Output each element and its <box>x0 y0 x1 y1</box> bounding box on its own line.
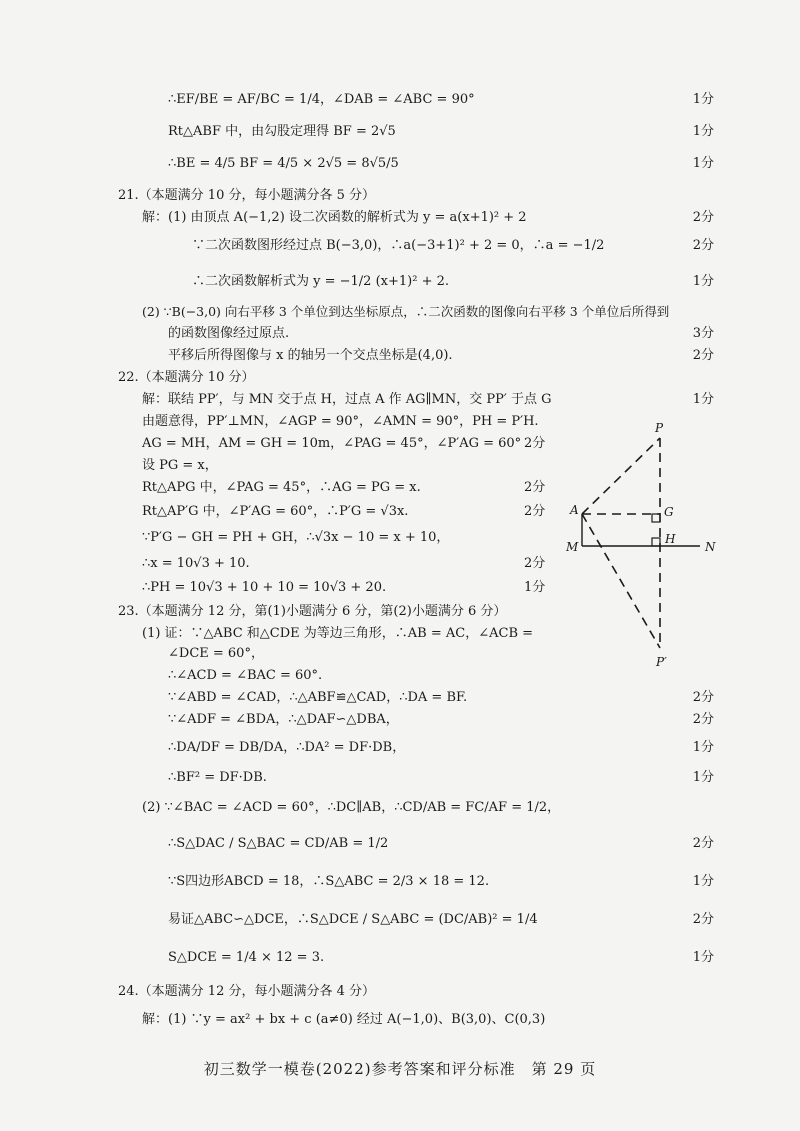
right-angle-g <box>652 514 660 522</box>
score-31: 2分 <box>692 912 714 927</box>
line-13: AG = MH，AM = GH = 10m，∠PAG = 45°，∠P′AG = 60° <box>142 436 522 451</box>
line-19: ∴PH = 10√3 + 10 + 10 = 10√3 + 20. <box>142 580 387 595</box>
line-21: (1) 证：∵△ABC 和△CDE 为等边三角形，∴AB = AC，∠ACB = <box>142 626 534 641</box>
score-15: 2分 <box>524 480 546 495</box>
segment-ap2 <box>582 514 660 648</box>
line-28: (2) ∵∠BAC = ∠ACD = 60°，∴DC∥AB，∴CD/AB = FC/AF = 1/2， <box>142 800 561 815</box>
line-3: 21.（本题满分 10 分，每小题满分各 5 分） <box>118 188 376 203</box>
line-22: ∠DCE = 60°， <box>168 646 264 661</box>
line-9: 平移后所得图像与 x 的轴另一个交点坐标是(4,0). <box>168 348 453 363</box>
line-2: ∴BE = 4/5 BF = 4/5 × 2√5 = 8√5/5 <box>168 156 399 171</box>
label-p: P <box>655 421 664 435</box>
line-14: 设 PG = x， <box>142 458 218 473</box>
score-25: 2分 <box>692 712 714 727</box>
line-5: ∵二次函数图形经过点 B(−3,0)，∴a(−3+1)² + 2 = 0，∴a = −1/2 <box>192 238 605 253</box>
score-30: 1分 <box>692 874 714 889</box>
page-footer: 初三数学一模卷(2022)参考答案和评分标准 第 29 页 <box>203 1060 597 1078</box>
score-1: 1分 <box>692 124 714 139</box>
label-n: N <box>705 540 716 554</box>
label-p-prime: P′ <box>656 655 667 669</box>
score-2: 1分 <box>692 156 714 171</box>
line-30: ∵S四边形ABCD = 18，∴S△ABC = 2/3 × 18 = 12. <box>168 874 490 889</box>
line-4: 解：(1) 由顶点 A(−1,2) 设二次函数的解析式为 y = a(x+1)² + 2 <box>142 210 527 225</box>
line-29: ∴S△DAC / S△BAC = CD/AB = 1/2 <box>168 836 389 851</box>
line-15: Rt△APG 中，∠PAG = 45°，∴AG = PG = x. <box>142 480 421 495</box>
score-6: 1分 <box>692 274 714 289</box>
line-34: 解：(1) ∵y = ax² + bx + c (a≠0) 经过 A(−1,0)、B(3,0)、C(0,3) <box>142 1012 546 1027</box>
label-h: H <box>665 532 676 546</box>
score-9: 2分 <box>692 348 714 363</box>
score-26: 1分 <box>692 740 714 755</box>
score-16: 2分 <box>524 504 546 519</box>
line-26: ∴DA/DF = DB/DA，∴DA² = DF·DB， <box>168 740 406 755</box>
score-13: 2分 <box>524 436 546 451</box>
line-11: 解：联结 PP′，与 MN 交于点 H，过点 A 作 AG∥MN，交 PP′ 于点 G <box>142 392 552 407</box>
score-4: 2分 <box>692 210 714 225</box>
line-33: 24.（本题满分 12 分，每小题满分各 4 分） <box>118 984 376 999</box>
label-g: G <box>664 505 674 519</box>
score-5: 2分 <box>692 238 714 253</box>
line-25: ∵∠ADF = ∠BDA，∴△DAF∽△DBA， <box>168 712 399 727</box>
line-32: S△DCE = 1/4 × 12 = 3. <box>168 950 325 965</box>
line-7: (2) ∵B(−3,0) 向右平移 3 个单位到达坐标原点，∴二次函数的图像向右平移 3 个单位后所得到 <box>142 304 670 319</box>
score-24: 2分 <box>692 690 714 705</box>
right-angle-h <box>652 538 660 546</box>
score-29: 2分 <box>692 836 714 851</box>
line-31: 易证△ABC∽△DCE，∴S△DCE / S△ABC = (DC/AB)² = 1/4 <box>168 912 538 927</box>
line-6: ∴二次函数解析式为 y = −1/2 (x+1)² + 2. <box>192 274 449 289</box>
line-23: ∴∠ACD = ∠BAC = 60°. <box>168 668 323 683</box>
line-20: 23.（本题满分 12 分，第(1)小题满分 6 分，第(2)小题满分 6 分） <box>118 604 507 619</box>
line-24: ∵∠ABD = ∠CAD，∴△ABF≌△CAD，∴DA = BF. <box>168 690 468 705</box>
score-18: 2分 <box>524 556 546 571</box>
line-17: ∵P′G − GH = PH + GH，∴√3x − 10 = x + 10， <box>142 530 450 545</box>
score-19: 1分 <box>524 580 546 595</box>
line-1: Rt△ABF 中，由勾股定理得 BF = 2√5 <box>168 124 396 139</box>
segment-ap <box>582 438 660 514</box>
score-11: 1分 <box>692 392 714 407</box>
geometry-figure <box>560 418 730 674</box>
line-16: Rt△AP′G 中，∠P′AG = 60°，∴P′G = √3x. <box>142 504 409 519</box>
line-10: 22.（本题满分 10 分） <box>118 370 255 385</box>
line-18: ∴x = 10√3 + 10. <box>142 556 250 571</box>
line-12: 由题意得，PP′⊥MN，∠AGP = 90°，∠AMN = 90°，PH = P′H. <box>142 414 539 429</box>
score-27: 1分 <box>692 770 714 785</box>
score-32: 1分 <box>692 950 714 965</box>
line-0: ∴EF/BE = AF/BC = 1/4，∠DAB = ∠ABC = 90° <box>168 92 475 107</box>
line-27: ∴BF² = DF·DB. <box>168 770 267 785</box>
score-8: 3分 <box>692 326 714 341</box>
label-m: M <box>566 540 579 554</box>
label-a: A <box>570 503 579 517</box>
score-0: 1分 <box>692 92 714 107</box>
line-8: 的函数图像经过原点. <box>168 326 290 341</box>
